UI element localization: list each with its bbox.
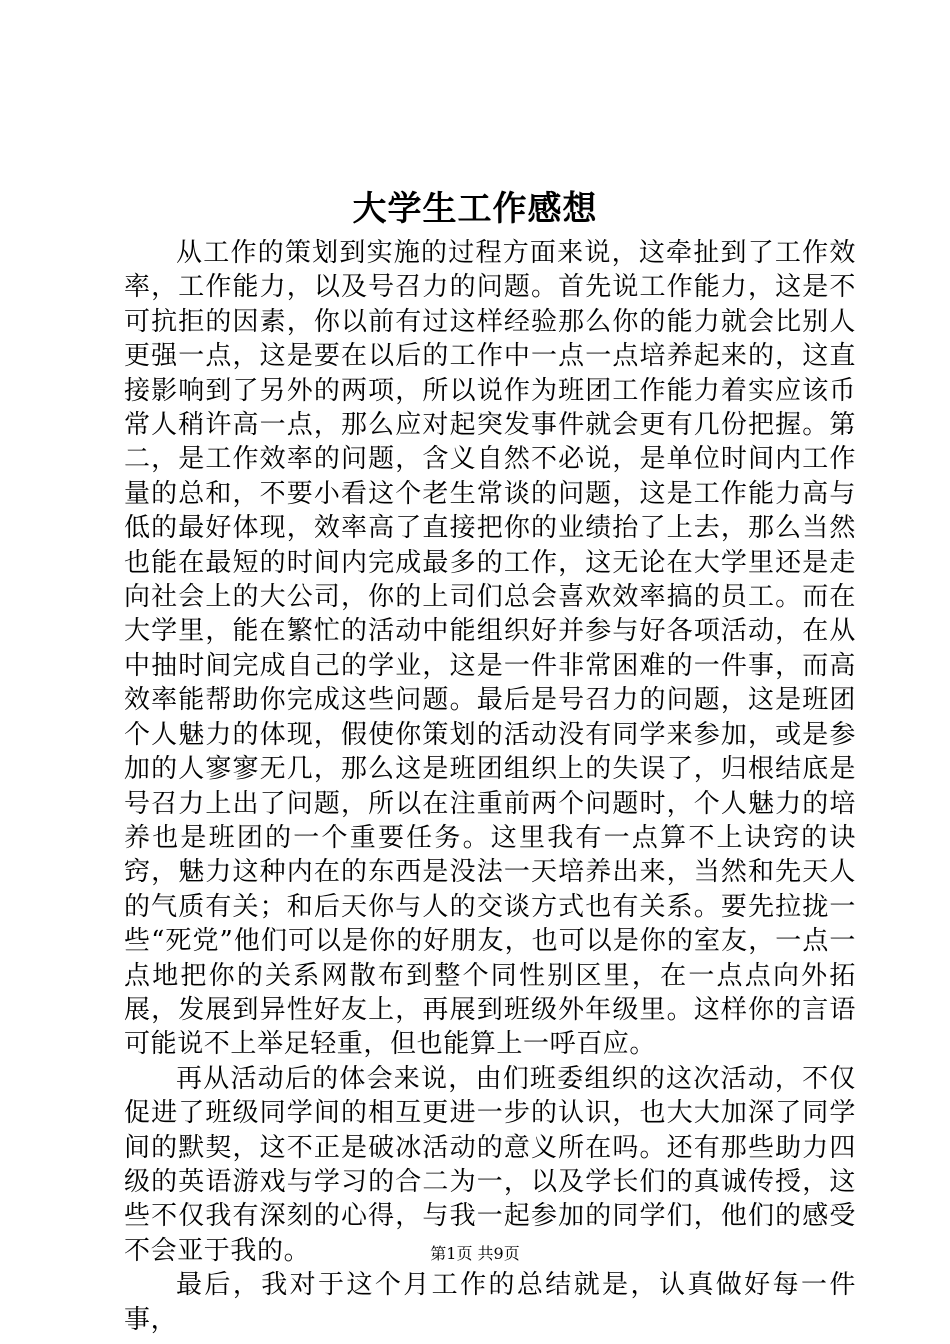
- document-title: 大学生工作感想: [352, 189, 598, 229]
- document-body: [124, 236, 856, 1337]
- paragraph-3: 最后，我对于这个月工作的总结就是，认真做好每一件事，: [124, 1270, 856, 1335]
- paragraph-1: 从工作的策划到实施的过程方面来说，这牵扯到了工作效率，工作能力，以及号召力的问题。首先说工作能力，这是不可抗拒的因素，你以前有过这样经验那么你的能力就会比别人更强一点，这是要在以后的工作中一点一点培养起来的，这直接影响到了另外的两项，所以说作为班团工作能力着实应该币常人稍许高一点，那么应对起突发事件就会更有几份把握。第二，是工作效率的问题，含义自然不必说，是单位时间内工作量的总和，不要小看这个老生常谈的问题，这是工作能力高与低的最好体现，效率高了直接把你的业绩抬了上去，那么当然也能在最短的时间内完成最多的工作，这无论在大学里还是走向社会上的大公司，你的上司们总会喜欢效率搞的员工。而在大学里，能在繁忙的活动中能组织好并参与好各项活动，在从中抽时间完成自己的学业，这是一件非常困难的一件事，而高效率能帮助你完成这些问题。最后是号召力的问题，这是班团个人魅力的体现，假使你策划的活动没有同学来参加，或是参加的人寥寥无几，那么这是班团组织上的失误了，归根结底是号召力上出了问题，所以在注重前两个问题时，个人魅力的培养也是班团的一个重要任务。这里我有一点算不上诀窍的诀窍，魅力这种内在的东西是没法一天培养出来，当然和先天人的气质有关；和后天你与人的交谈方式也有关系。要先拉拢一些“死党”他们可以是你的好朋友，也可以是你的室友，一点一点地把你的关系网散布到整个同性别区里，在一点点向外拓展，发展到异性好友上，再展到班级外年级里。这样你的言语可能说不上举足轻重，但也能算上一呼百应。: [124, 238, 856, 1060]
- paragraph-2: 再从活动后的体会来说，由们班委组织的这次活动，不仅促进了班级同学间的相互更进一步的认识，也大大加深了同学间的默契，这不正是破冰活动的意义所在吗。还有那些助力四级的英语游戏与学习的合二为一，以及学长们的真诚传授，这些不仅我有深刻的心得，与我一起参加的同学们，他们的感受不会亚于我的。: [124, 1063, 856, 1266]
- page-number-footer: 第1页 共9页: [430, 1244, 520, 1263]
